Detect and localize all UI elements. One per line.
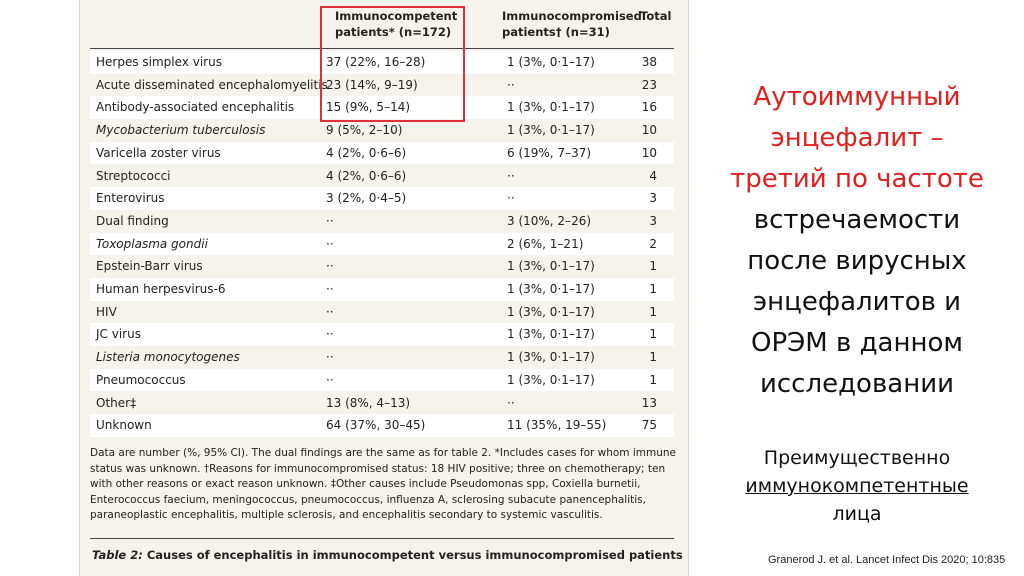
- table-row: [90, 278, 674, 301]
- row-total: 13: [641, 395, 657, 410]
- table-row: [90, 346, 674, 369]
- row-name: Herpes simplex virus: [96, 55, 222, 69]
- row-immunocompromised: 2 (6%, 1–21): [507, 236, 584, 251]
- row-immunocompetent: 4 (2%, 0·6–6): [326, 168, 407, 183]
- row-immunocompromised: ··: [507, 395, 515, 410]
- header-immunocompromised: Immunocompromised patients† (n=31): [502, 9, 642, 39]
- row-name: Acute disseminated encephalomyelitis: [96, 77, 328, 92]
- row-name: Antibody-associated encephalitis: [96, 100, 295, 115]
- row-immunocompromised: 1 (3%, 0·1–17): [507, 100, 595, 115]
- table-row: [90, 392, 674, 415]
- row-name: Streptococci: [96, 168, 171, 183]
- caption-text: Causes of encephalitis in immunocompetent versus immunocompromised patients: [142, 548, 683, 562]
- header-immunocompetent: Immunocompetent patients* (n=172): [335, 9, 458, 39]
- row-immunocompetent: ··: [326, 372, 334, 387]
- caption-label: Table 2:: [92, 548, 143, 562]
- row-total: 10: [641, 145, 657, 160]
- row-immunocompromised: 1 (3%, 0·1–17): [507, 304, 595, 319]
- highlight-box: [320, 6, 465, 122]
- row-immunocompetent: 23 (14%, 9–19): [326, 77, 418, 92]
- row-immunocompromised: 1 (3%, 0·1–17): [507, 55, 595, 69]
- row-name: Enterovirus: [96, 191, 165, 206]
- row-name: Mycobacterium tuberculosis: [96, 123, 266, 138]
- table-caption: [92, 548, 683, 562]
- row-immunocompetent: ··: [326, 259, 334, 274]
- row-immunocompetent: 64 (37%, 30–45): [326, 418, 426, 433]
- caption-rule: [90, 538, 674, 539]
- row-total: 16: [641, 100, 657, 115]
- row-immunocompromised: 1 (3%, 0·1–17): [507, 123, 595, 138]
- row-immunocompromised: 1 (3%, 0·1–17): [507, 282, 595, 296]
- red-line-3: третий по частоте: [730, 164, 984, 194]
- row-immunocompromised: 6 (19%, 7–37): [507, 145, 592, 160]
- row-immunocompetent: 37 (22%, 16–28): [326, 55, 426, 69]
- row-immunocompromised: 1 (3%, 0·1–17): [507, 372, 595, 387]
- table-row: [90, 301, 674, 324]
- row-name: Human herpesvirus-6: [96, 282, 226, 296]
- sub-line-1: Преимущественно: [763, 447, 951, 469]
- table-row: [90, 323, 674, 346]
- red-line-1: Аутоиммунный: [753, 82, 961, 112]
- row-name: Epstein-Barr virus: [96, 259, 203, 274]
- source-citation: Granerod J. et al. Lancet Infect Dis 2020; 10:835: [768, 554, 1006, 566]
- row-immunocompetent: 13 (8%, 4–13): [326, 395, 411, 410]
- row-total: 2: [649, 236, 657, 251]
- row-total: 10: [641, 123, 657, 138]
- row-total: 75: [641, 418, 657, 433]
- row-immunocompromised: 1 (3%, 0·1–17): [507, 350, 595, 365]
- table-row: [90, 233, 674, 256]
- row-immunocompetent: 15 (9%, 5–14): [326, 100, 411, 115]
- row-total: 4: [649, 168, 657, 183]
- row-total: 3: [649, 191, 657, 206]
- row-immunocompetent: 4 (2%, 0·6–6): [326, 145, 407, 160]
- row-total: 1: [649, 282, 657, 296]
- row-total: 1: [649, 327, 657, 342]
- row-name: Varicella zoster virus: [96, 145, 221, 160]
- table-row: [90, 414, 674, 437]
- table-row: [90, 142, 674, 165]
- row-immunocompetent: ··: [326, 213, 334, 228]
- main-statement: [712, 77, 1002, 405]
- row-total: 1: [649, 259, 657, 274]
- row-immunocompetent: ··: [326, 327, 334, 342]
- sub-line-3: лица: [832, 503, 882, 525]
- row-immunocompetent: 3 (2%, 0·4–5): [326, 191, 407, 206]
- row-immunocompetent: ··: [326, 350, 334, 365]
- table-row: [90, 210, 674, 233]
- row-immunocompromised: 1 (3%, 0·1–17): [507, 327, 595, 342]
- table-row: [90, 187, 674, 210]
- row-total: 1: [649, 304, 657, 319]
- row-name: Toxoplasma gondii: [96, 236, 208, 251]
- sub-line-2: иммунокомпетентные: [745, 475, 969, 497]
- row-immunocompromised: ··: [507, 168, 515, 183]
- red-line-2: энцефалит –: [770, 123, 944, 153]
- row-name: Unknown: [96, 418, 152, 433]
- black-line-4: ОРЭМ в данном: [750, 328, 963, 358]
- black-line-1: встречаемости: [753, 205, 961, 235]
- row-name: Other‡: [96, 395, 137, 410]
- row-name: Listeria monocytogenes: [96, 350, 240, 365]
- row-immunocompromised: 11 (35%, 19–55): [507, 418, 607, 433]
- table-footnote: Data are number (%, 95% CI). The dual findings are the same as for table 2. *Includes cases for whom immune status was unknown. †Reasons for immunocompromised status: 18 HIV positive; three on chemotherapy; ten with other reasons or exact reason unknown. ‡Other causes include Pseudomonas spp, Coxiella burnetii, Enterococcus faecium, meningococcus, pneumococcus, influenza A, sclerosing subacute panencephalitis, paraneoplastic encephalitis, multiple sclerosis, and encephalitis secondary to systemic vasculitis.: [90, 447, 677, 521]
- table-row: [90, 369, 674, 392]
- header-total: Total: [640, 9, 672, 23]
- row-total: 23: [641, 77, 657, 92]
- row-immunocompetent: ··: [326, 282, 334, 296]
- row-immunocompetent: ··: [326, 236, 334, 251]
- row-total: 3: [649, 213, 657, 228]
- black-line-2: после вирусных: [747, 246, 967, 276]
- table-panel: [79, 0, 689, 576]
- row-name: JC virus: [96, 327, 141, 342]
- black-line-5: исследовании: [759, 369, 955, 399]
- row-immunocompetent: ··: [326, 304, 334, 319]
- row-name: Dual finding: [96, 213, 169, 228]
- row-immunocompromised: ··: [507, 77, 515, 92]
- row-immunocompromised: 3 (10%, 2–26): [507, 213, 592, 228]
- row-immunocompetent: 9 (5%, 2–10): [326, 123, 403, 138]
- table-row: [90, 165, 674, 188]
- row-immunocompromised: 1 (3%, 0·1–17): [507, 259, 595, 274]
- row-immunocompromised: ··: [507, 191, 515, 206]
- row-name: HIV: [96, 304, 117, 319]
- table-row: [90, 255, 674, 278]
- sub-statement: [712, 444, 1002, 528]
- row-total: 1: [649, 350, 657, 365]
- row-total: 1: [649, 372, 657, 387]
- table-row: [90, 119, 674, 142]
- black-line-3: энцефалитов и: [752, 287, 962, 317]
- row-total: 38: [641, 55, 657, 69]
- row-name: Pneumococcus: [96, 372, 186, 387]
